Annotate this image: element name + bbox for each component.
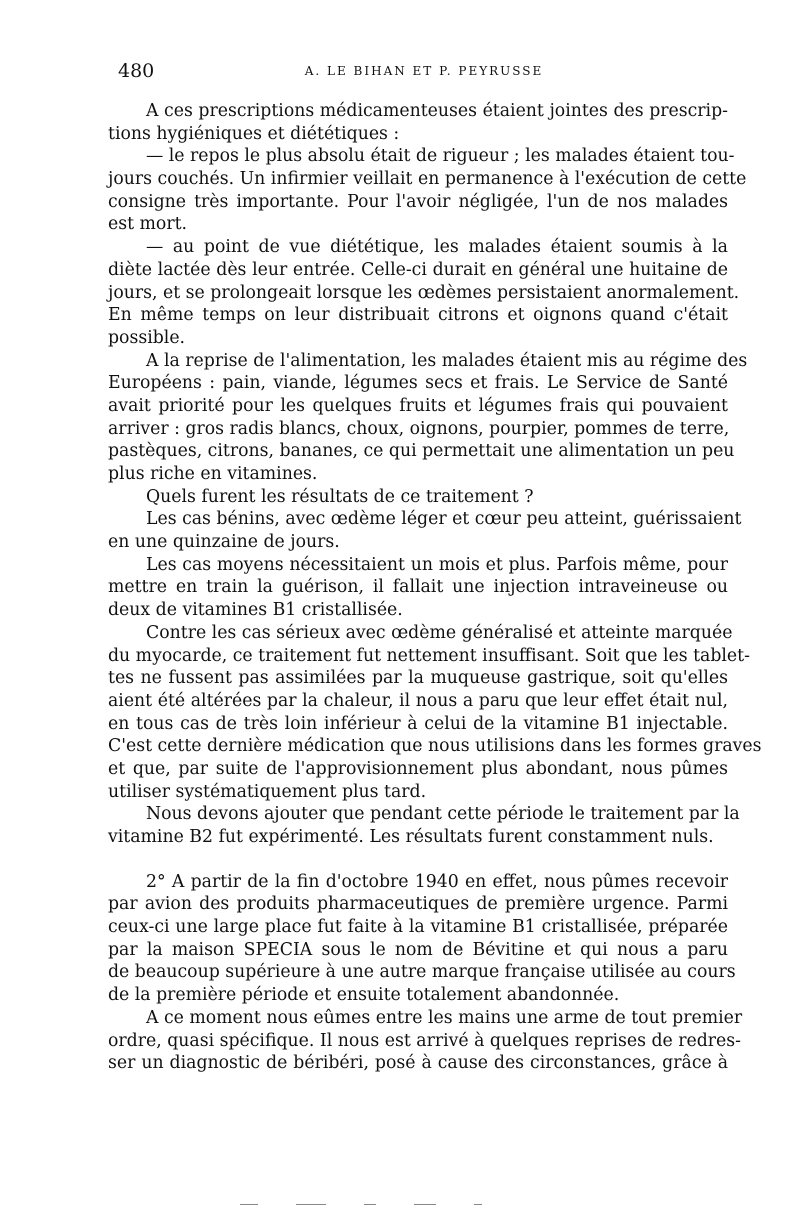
text-line: Les cas bénins, avec œdème léger et cœur peu atteint, guérissaient [146, 509, 742, 530]
text-line: mettre en train la guérison, il fallait une injection intraveineuse ou [108, 577, 728, 598]
text-line: A ce moment nous eûmes entre les mains une arme de tout premier [146, 1007, 743, 1028]
text-line: de la première période et ensuite totalement abandonnée. [108, 985, 620, 1006]
text-line: A la reprise de l'alimentation, les malades étaient mis au régime des [146, 350, 748, 371]
running-head: A. LE BIHAN ET P. PEYRUSSE [304, 64, 544, 78]
text-line: jours, et se prolongeait lorsque les œdèmes persistaient anormalement. [108, 282, 740, 303]
text-line: possible. [108, 327, 186, 348]
text-line: par la maison SPECIA sous le nom de Bévitine et qui nous a paru [108, 939, 728, 960]
text-line: Européens : pain, viande, légumes secs et frais. Le Service de Santé [108, 373, 728, 394]
text-line: en une quinzaine de jours. [108, 532, 340, 553]
text-line: diète lactée dès leur entrée. Celle-ci durait en général une huitaine de [108, 259, 728, 280]
text-line: ordre, quasi spécifique. Il nous est arrivé à quelques reprises de redres- [108, 1030, 741, 1051]
text-line: avait priorité pour les quelques fruits et légumes frais qui pouvaient [108, 395, 728, 416]
body-text [108, 100, 762, 1075]
page-number: 480 [118, 60, 155, 82]
text-line: Contre les cas sérieux avec œdème généralisé et atteinte marquée [146, 622, 733, 643]
text-line: A ces prescriptions médicamenteuses étaient jointes des prescrip- [146, 101, 728, 121]
text-line: tions hygiéniques et diététiques : [108, 123, 400, 144]
text-line: en tous cas de très loin inférieur à celui de la vitamine B1 injectable. [108, 713, 728, 734]
text-line: — au point de vue diététique, les malades étaient soumis à la [146, 237, 728, 258]
text-line: tes ne fussent pas assimilées par la muqueuse gastrique, soit qu'elles [108, 668, 728, 689]
text-line: deux de vitamines B1 cristallisée. [108, 600, 403, 621]
text-line: utiliser systématiquement plus tard. [108, 781, 427, 802]
text-line: du myocarde, ce traitement fut nettement insuffisant. Soit que les tablet- [108, 645, 750, 666]
text-line: Quels furent les résultats de ce traitement ? [146, 486, 534, 507]
text-line: est mort. [108, 214, 188, 235]
text-line: vitamine B2 fut expérimenté. Les résultats furent constamment nuls. [108, 827, 714, 847]
text-line: ceux-ci une large place fut faite à la vitamine B1 cristallisée, préparée [108, 917, 728, 938]
section-gap [108, 849, 728, 871]
text-line: aient été altérées par la chaleur, il nous a paru que leur effet était nul, [108, 690, 728, 711]
text-line: En même temps on leur distribuait citrons et oignons quand c'était [108, 305, 728, 326]
page-header [118, 60, 730, 84]
text-line: ser un diagnostic de béribéri, posé à cause des circonstances, grâce à [108, 1053, 728, 1074]
text-line: 2° A partir de la fin d'octobre 1940 en effet, nous pûmes recevoir [146, 871, 728, 892]
text-line: Nous devons ajouter que pendant cette période le traitement par la [146, 804, 740, 825]
text-line: Les cas moyens nécessitaient un mois et plus. Parfois même, pour [146, 554, 728, 575]
text-line: par avion des produits pharmaceutiques de première urgence. Parmi [108, 894, 728, 915]
text-line: et que, par suite de l'approvisionnement plus abondant, nous pûmes [108, 758, 728, 779]
text-line: jours couchés. Un infirmier veillait en permanence à l'exécution de cette [108, 169, 747, 190]
text-line: de beaucoup supérieure à une autre marque française utilisée au cours [108, 962, 736, 983]
text-line: consigne très importante. Pour l'avoir négligée, l'un de nos malades [108, 191, 728, 212]
text-line: pastèques, citrons, bananes, ce qui permettait une alimentation un peu [108, 441, 735, 462]
text-line: plus riche en vitamines. [108, 464, 318, 484]
text-line: arriver : gros radis blancs, choux, oignons, pourpier, pommes de terre, [108, 418, 730, 439]
text-line: — le repos le plus absolu était de rigueur ; les malades étaient tou- [146, 146, 735, 167]
scan-specks [240, 1190, 680, 1196]
text-line: C'est cette dernière médication que nous utilisions dans les formes graves [108, 736, 762, 757]
